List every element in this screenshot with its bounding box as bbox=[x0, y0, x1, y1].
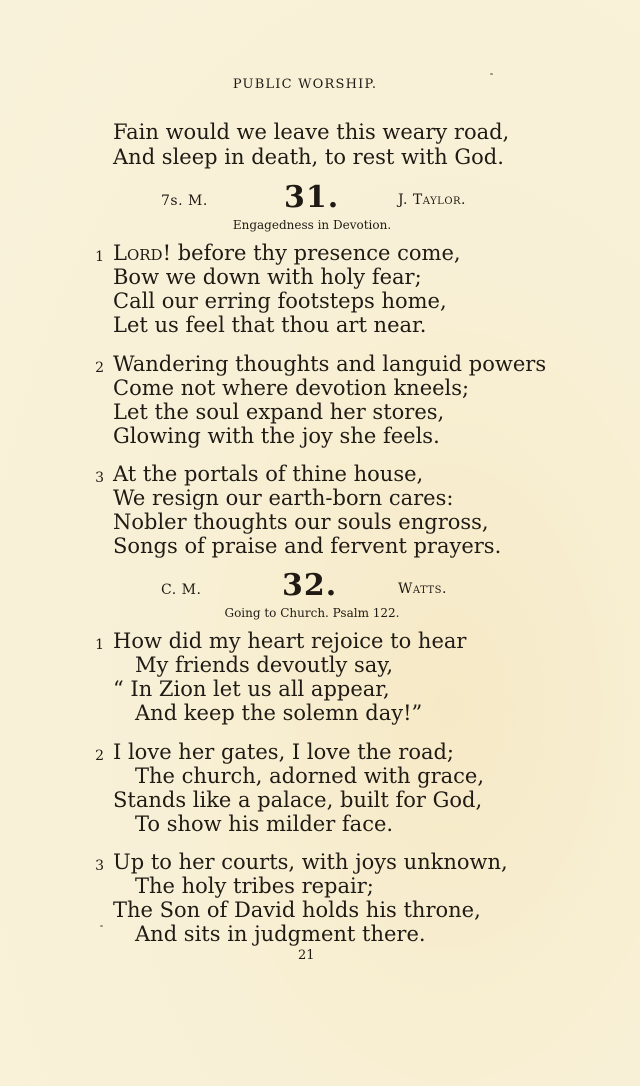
hymn-author: Watts. bbox=[398, 581, 447, 597]
stanza-number: 2 bbox=[95, 748, 104, 764]
verse-line: Stands like a palace, built for God, bbox=[113, 788, 483, 812]
verse-line: Glowing with the joy she feels. bbox=[113, 424, 440, 448]
stanza-number: 2 bbox=[95, 360, 104, 376]
hymn-subtitle: Engagedness in Devotion. bbox=[232, 218, 392, 232]
intro-line: And sleep in death, to rest with God. bbox=[113, 145, 504, 169]
verse-line: Bow we down with holy fear; bbox=[113, 265, 422, 289]
verse-line: The church, adorned with grace, bbox=[135, 764, 485, 788]
verse-line: Lord! before thy presence come, bbox=[113, 241, 461, 265]
stanza-number: 1 bbox=[95, 637, 104, 653]
stanza-number: 3 bbox=[95, 470, 104, 486]
verse-line: We resign our earth-born cares: bbox=[113, 486, 454, 510]
verse-line: At the portals of thine house, bbox=[113, 462, 424, 486]
stanza-number: 1 bbox=[95, 249, 104, 265]
verse-line: Wandering thoughts and languid powers bbox=[113, 352, 547, 376]
verse-line: And keep the solemn day!” bbox=[135, 701, 423, 725]
hymn-number: 31. bbox=[284, 180, 340, 215]
verse-line: The Son of David holds his throne, bbox=[113, 898, 481, 922]
verse-line: Let us feel that thou art near. bbox=[113, 313, 427, 337]
verse-line: And sits in judgment there. bbox=[135, 922, 426, 946]
stanza-number: 3 bbox=[95, 858, 104, 874]
verse-line: The holy tribes repair; bbox=[135, 874, 374, 898]
hymn-author: J. Taylor. bbox=[398, 192, 466, 208]
verse-line: Up to her courts, with joys unknown, bbox=[113, 850, 508, 874]
hymn-number: 32. bbox=[282, 568, 338, 603]
verse-line: Let the soul expand her stores, bbox=[113, 400, 445, 424]
hymn-meter: C. M. bbox=[161, 582, 202, 598]
verse-line: My friends devoutly say, bbox=[135, 653, 394, 677]
verse-line: Come not where devotion kneels; bbox=[113, 376, 470, 400]
verse-line: To show his milder face. bbox=[135, 812, 394, 836]
verse-line: “ In Zion let us all appear, bbox=[113, 677, 390, 701]
verse-line: How did my heart rejoice to hear bbox=[113, 629, 467, 653]
hymn-meter: 7s. M. bbox=[161, 193, 208, 209]
verse-line: Nobler thoughts our souls engross, bbox=[113, 510, 489, 534]
intro-line: Fain would we leave this weary road, bbox=[113, 120, 510, 144]
paper-speck bbox=[490, 73, 493, 75]
page-number: 21 bbox=[298, 948, 315, 963]
verse-line: Songs of praise and fervent prayers. bbox=[113, 534, 502, 558]
verse-line: Call our erring footsteps home, bbox=[113, 289, 447, 313]
running-header: PUBLIC WORSHIP. bbox=[232, 77, 378, 92]
verse-line: I love her gates, I love the road; bbox=[113, 740, 455, 764]
paper-speck bbox=[100, 925, 103, 927]
hymn-subtitle: Going to Church. Psalm 122. bbox=[224, 606, 400, 620]
